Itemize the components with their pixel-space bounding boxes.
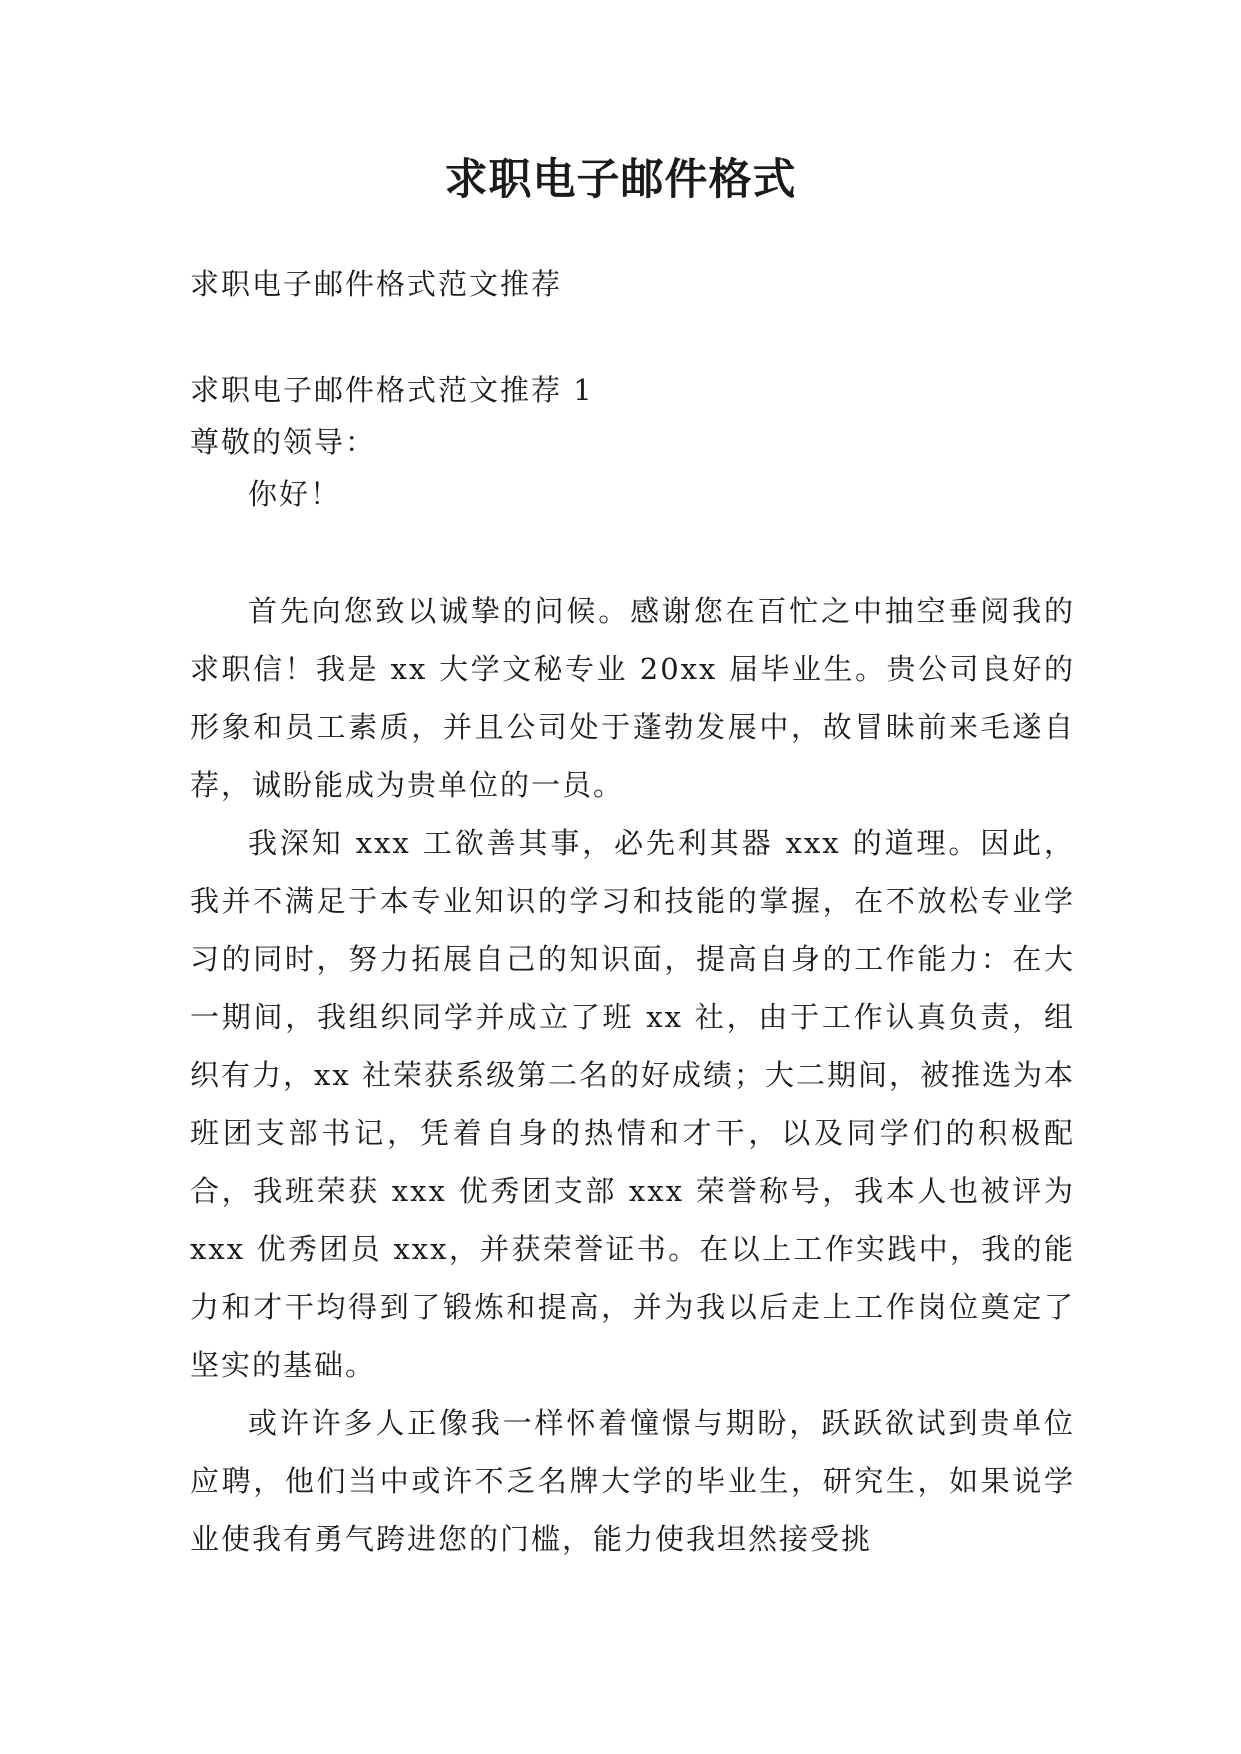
letter-body (190, 582, 1075, 1568)
greeting: 你好！ (248, 477, 342, 511)
section-heading: 求职电子邮件格式范文推荐 1 (190, 373, 594, 407)
document-title: 求职电子邮件格式 (444, 155, 797, 205)
paragraph-intro: 首先向您致以诚挚的问候。感谢您在百忙之中抽空垂阅我的求职信！我是 xx 大学文秘专业 20xx 届毕业生。贵公司良好的形象和员工素质，并且公司处于蓬勃发展中，故冒昧前来毛遂自荐，诚盼能成为贵单位的一员。 (190, 594, 1075, 802)
paragraph-experience: 我深知 xxx 工欲善其事，必先利其器 xxx 的道理。因此，我并不满足于本专业知识的学习和技能的掌握，在不放松专业学习的同时，努力拓展自己的知识面，提高自身的工作能力：在大一期间，我组织同学并成立了班 xx 社，由于工作认真负责，组织有力，xx 社荣获系级第二名的好成绩；大二期间，被推选为本班团支部书记，凭着自身的热情和才干，以及同学们的积极配合，我班荣获 xxx 优秀团支部 xxx 荣誉称号，我本人也被评为 xxx 优秀团员 xxx，并获荣誉证书。在以上工作实践中，我的能力和才干均得到了锻炼和提高，并为我以后走上工作岗位奠定了坚实的基础。 (190, 826, 1075, 1382)
document-subtitle: 求职电子邮件格式范文推荐 (190, 267, 563, 301)
salutation: 尊敬的领导： (190, 425, 377, 459)
paragraph-closing: 或许许多人正像我一样怀着憧憬与期盼，跃跃欲试到贵单位应聘，他们当中或许不乏名牌大学的毕业生，研究生，如果说学业使我有勇气跨进您的门槛，能力使我坦然接受挑 (190, 1406, 1075, 1556)
